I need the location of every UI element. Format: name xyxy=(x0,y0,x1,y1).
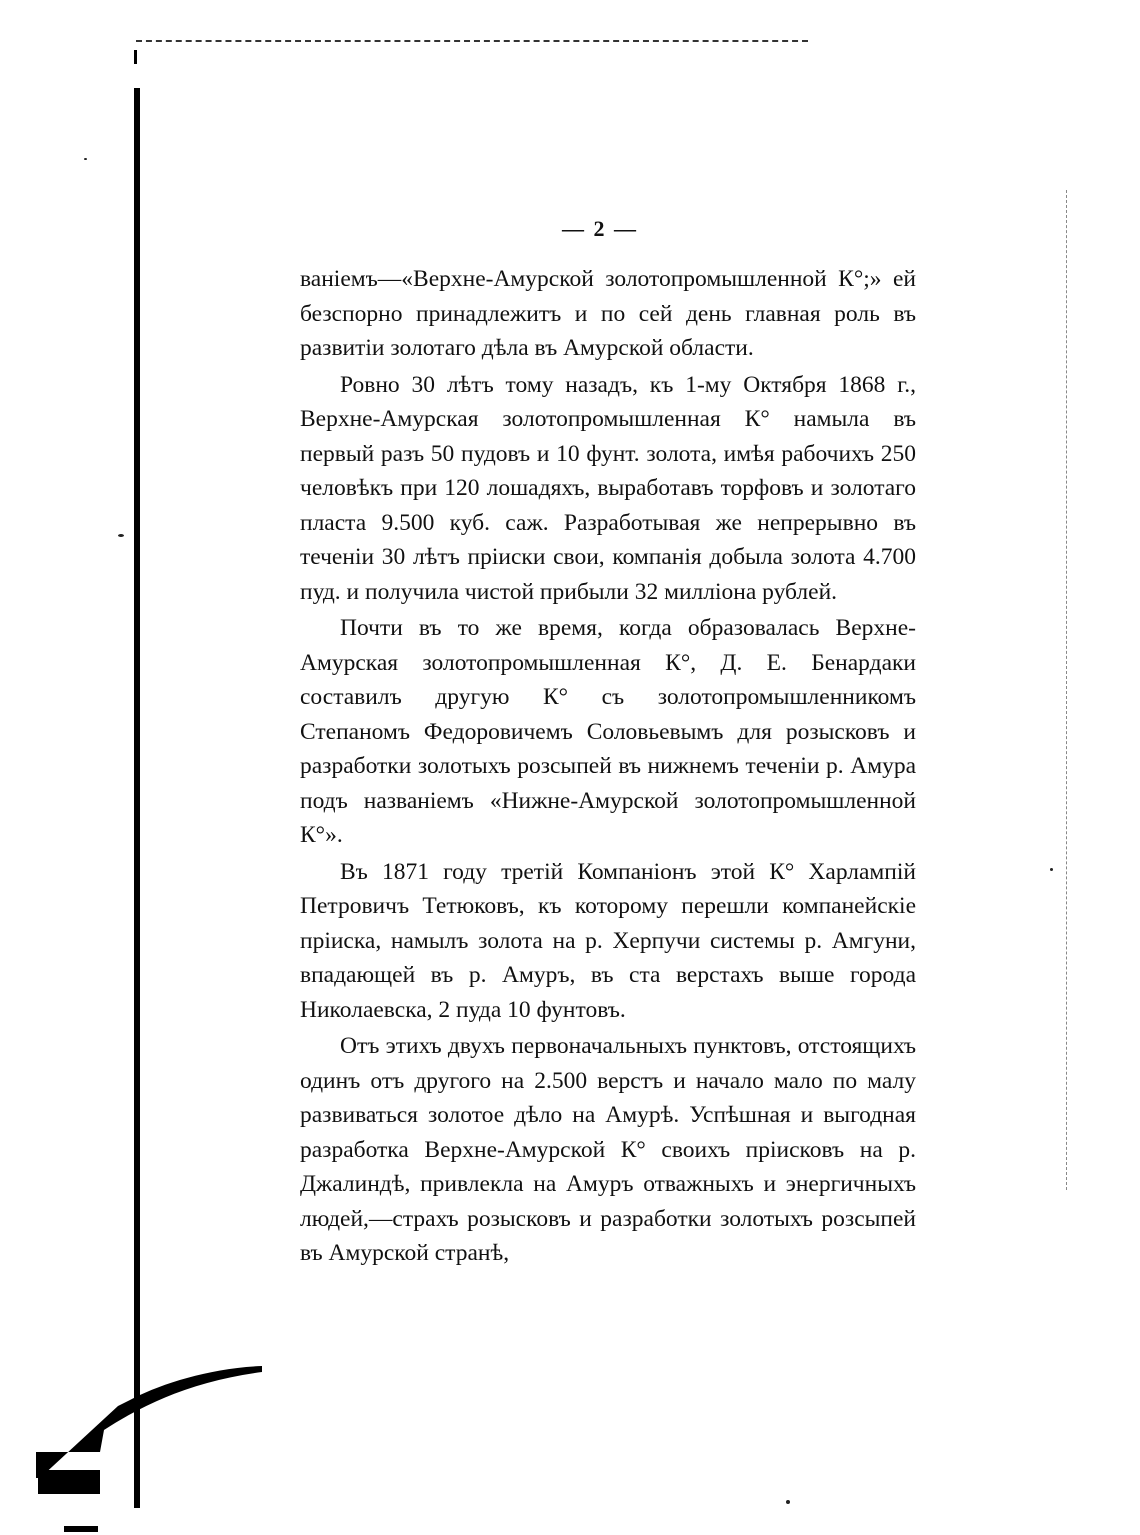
scan-speck xyxy=(118,534,124,537)
scan-corner-blot xyxy=(0,1360,270,1510)
scan-left-tick xyxy=(134,50,137,64)
body-text xyxy=(300,262,916,1273)
paragraph-5: Отъ этихъ двухъ первоначальныхъ пунктовъ, отстоящихъ одинъ отъ другого на 2.500 верстъ и начало мало по малу развиваться золотое дѣло на Амурѣ. Успѣшная и выгодная разработка Верхне-Амурской К° своихъ пріисковъ на р. Джалиндѣ, привлекла на Амуръ отважныхъ и энергичныхъ людей,—страхъ розысковъ и разработки золотыхъ розсыпей въ Амурской странѣ, xyxy=(300,1033,916,1266)
paragraph-1: ваніемъ—«Верхне-Амурской золотопромышленной К°;» ей безспорно принадлежитъ и по сей день главная роль въ развитіи золотаго дѣла въ Амурской области. xyxy=(300,266,916,361)
paragraph-4: Въ 1871 году третій Компаніонъ этой К° Харлампій Петровичъ Тетюковъ, къ которому перешли компанейскіе пріиска, намылъ золота на р. Херпучи системы р. Амгуни, впадающей въ р. Амуръ, въ ста верстахъ выше города Николаевска, 2 пуда 10 фунтовъ. xyxy=(300,858,916,1023)
scan-left-margin-bar xyxy=(134,88,140,1508)
paragraph-3: Почти въ то же время, когда образовалась Верхне-Амурская золотопромышленная К°, Д. Е. Бенардаки составилъ другую К° съ золотопромышленникомъ Степаномъ Федоровичемъ Соловьевымъ для розысковъ и разработки золотыхъ розсыпей въ нижнемъ теченіи р. Амура подъ названіемъ «Нижне-Амурской золотопромышленной К°». xyxy=(300,615,916,848)
page-number: — 2 — xyxy=(562,216,638,241)
scan-right-edge xyxy=(1066,190,1068,1190)
scan-speck xyxy=(1050,868,1053,871)
scan-bottom-mark xyxy=(64,1526,98,1532)
scan-top-edge xyxy=(136,40,808,42)
scan-speck xyxy=(84,158,87,160)
paragraph-2: Ровно 30 лѣтъ тому назадъ, къ 1-му Октября 1868 г., Верхне-Амурская золотопромышленная К° намыла въ первый разъ 50 пудовъ и 10 фунт. золота, имѣя рабочихъ 250 человѣкъ при 120 лошадяхъ, выработавъ торфовъ и золотаго пласта 9.500 куб. саж. Разработывая же непрерывно въ теченіи 30 лѣтъ пріиски свои, компанія добыла золота 4.700 пуд. и получила чистой прибыли 32 милліона рублей. xyxy=(300,371,916,605)
scan-speck xyxy=(786,1500,790,1504)
